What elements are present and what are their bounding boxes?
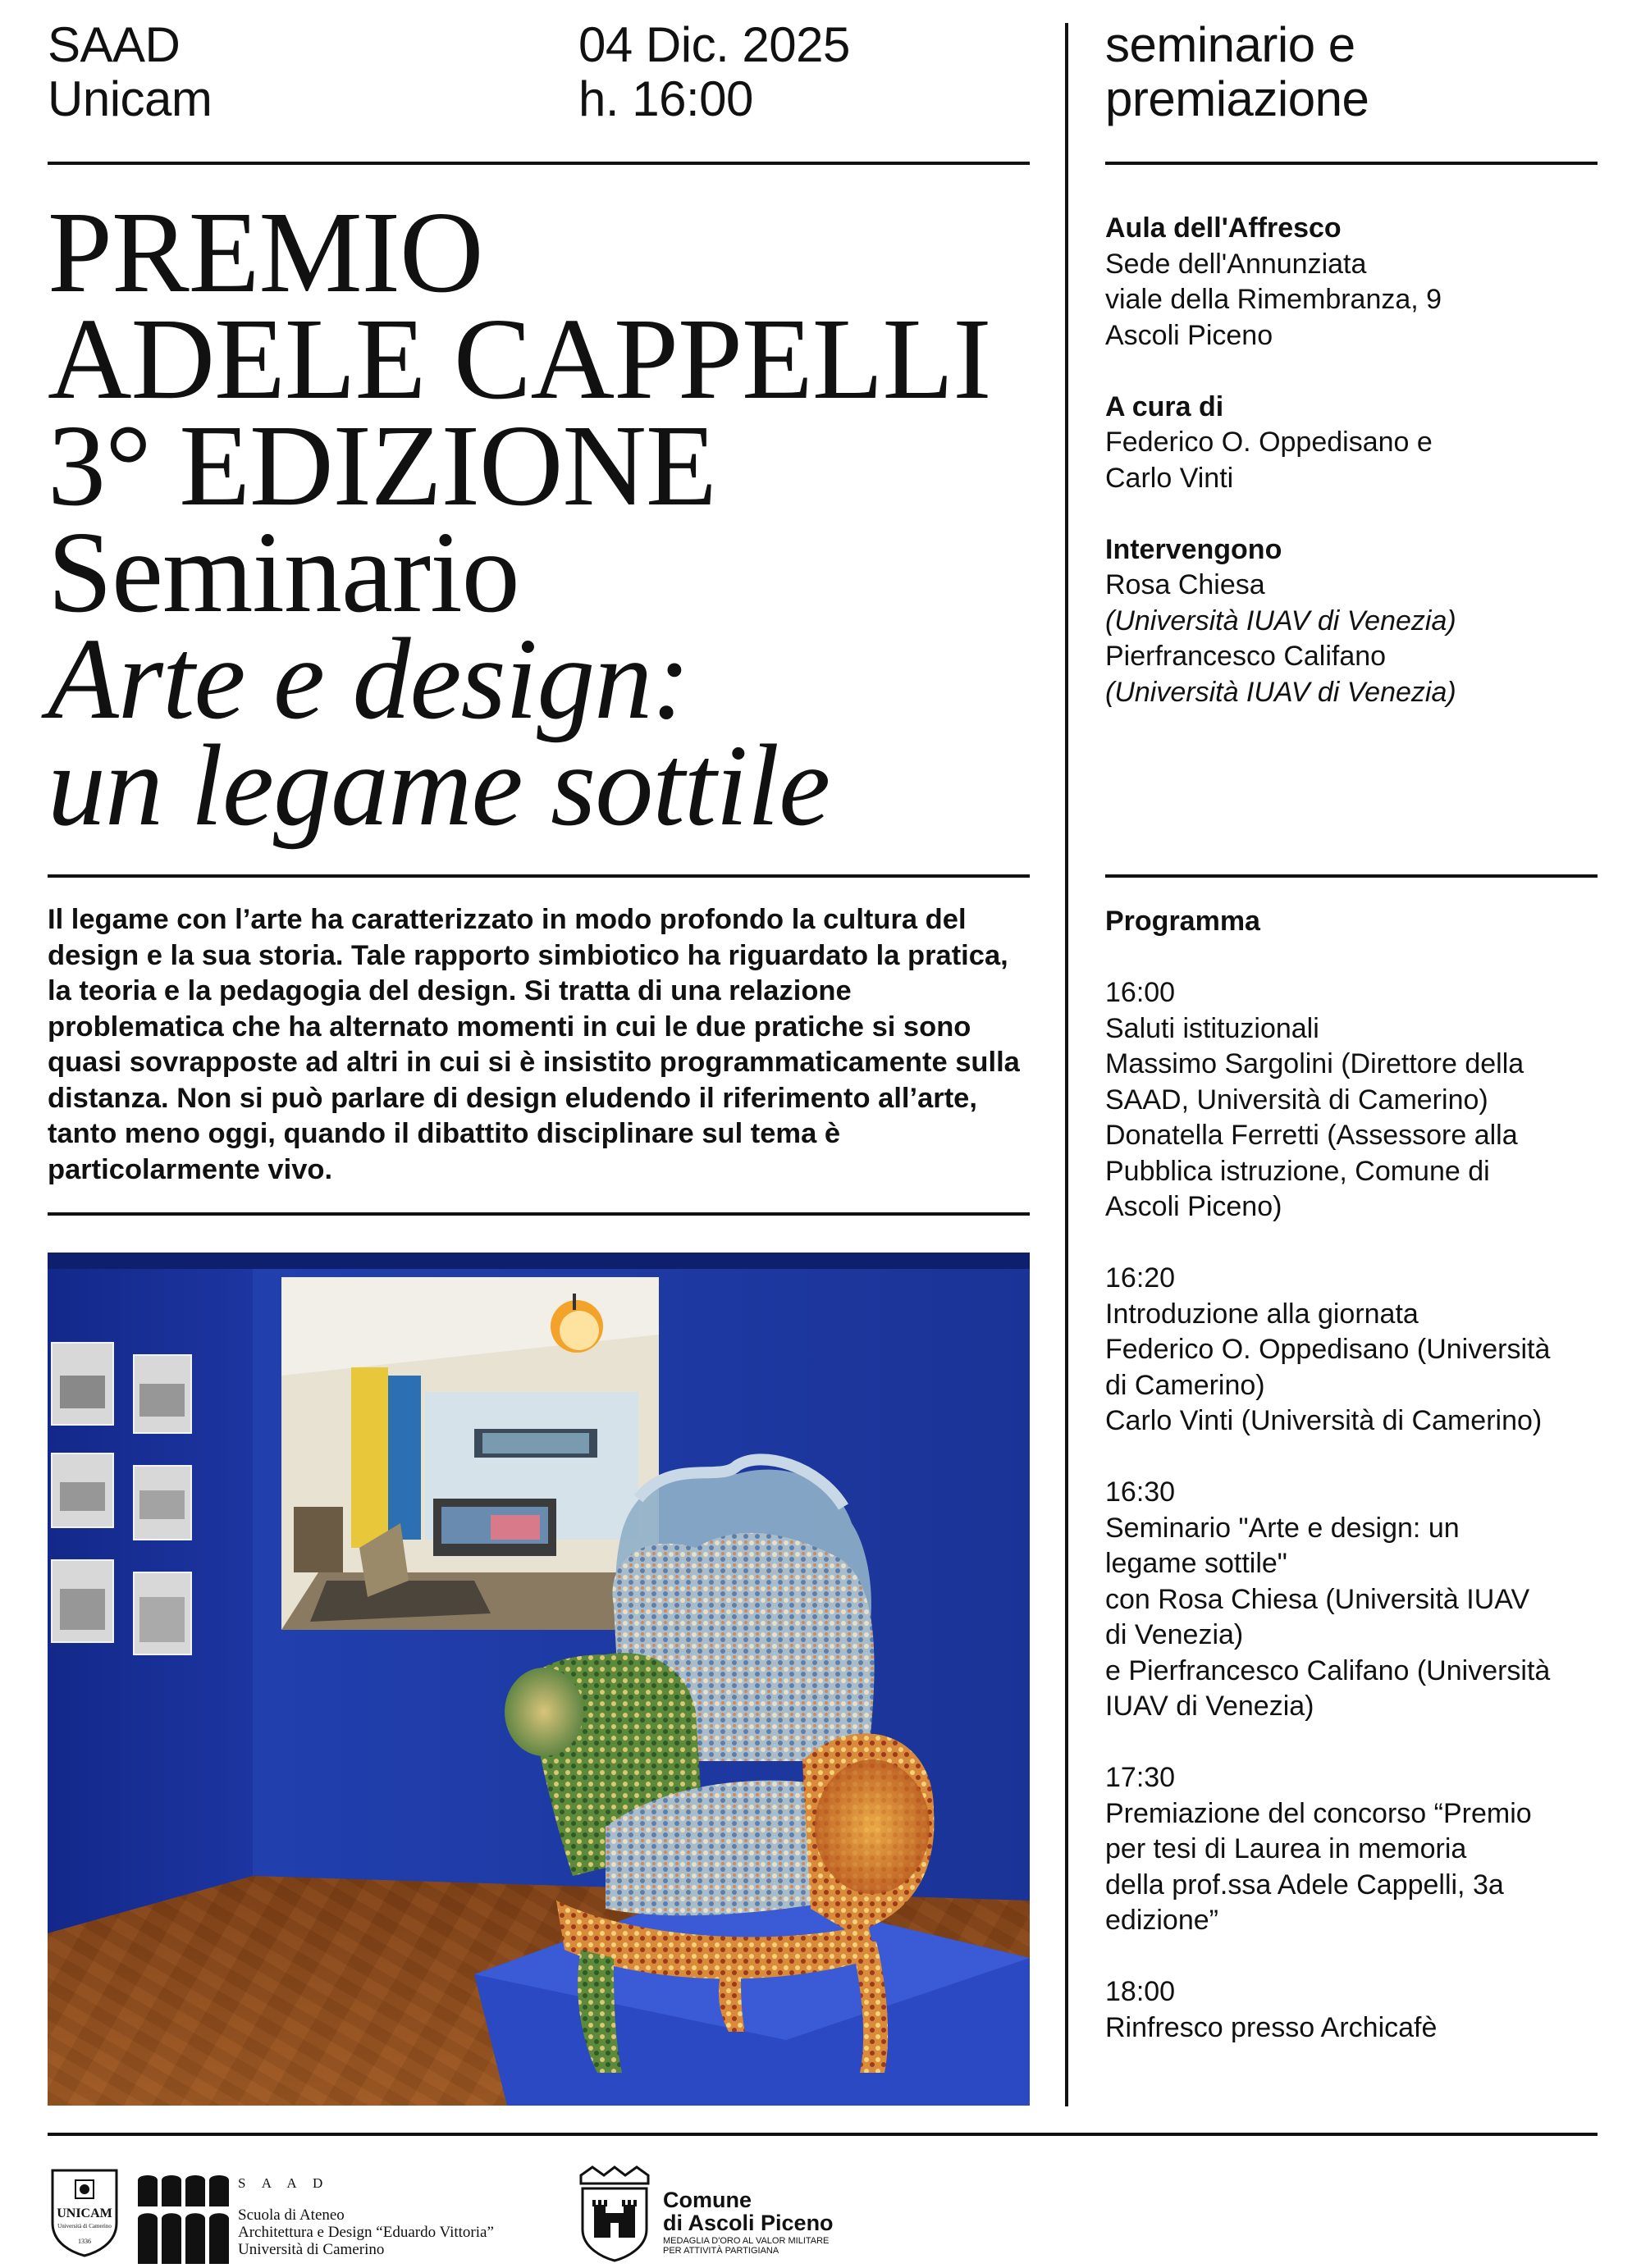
program-rule <box>1105 874 1598 878</box>
comune-line1: Comune <box>663 2188 752 2212</box>
saad-line1: Scuola di Ateneo <box>238 2206 345 2224</box>
program-line: della prof.ssa Adele Cappelli, 3a <box>1105 1869 1504 1901</box>
intro-paragraph: Il legame con l’arte ha caratterizzato in modo profondo la cultura del design e la sua storia. Tale rapporto simbiotico ha riguardato la pratica, la teoria e la pedagogia del design. Si tratta di una relazione problematica che ha alternato momenti in cui le due pratiche si sono quasi sovrapposte ad altri in cui si è insistito programmaticamente sulla distanza. Non si può parlare di design eludendo il riferimento all’arte, tanto meno oggi, quando il dibattito disciplinare sul tema è particolarmente vivo. <box>48 904 1020 1185</box>
program-line: Massimo Sargolini (Direttore della <box>1105 1048 1524 1079</box>
title-seminario: Seminario <box>48 507 519 637</box>
comune-line4: PER ATTIVITÀ PARTIGIANA <box>663 2246 779 2256</box>
program-line: con Rosa Chiesa (Università IUAV <box>1105 1583 1530 1615</box>
program-items <box>1105 975 1614 2046</box>
speaker-2-name: Pierfrancesco Califano <box>1105 641 1387 672</box>
header-rule-left <box>48 162 1030 165</box>
program <box>1105 904 1614 2046</box>
header-type-line2: premiazione <box>1105 71 1369 126</box>
program-line: Federico O. Oppedisano (Università <box>1105 1334 1551 1365</box>
venue-line1: Sede dell'Annunziata <box>1105 248 1367 280</box>
program-item <box>1105 1760 1614 1939</box>
program-line: di Camerino) <box>1105 1369 1265 1401</box>
header-rule-right <box>1105 162 1598 165</box>
header-org-line2: Unicam <box>48 71 213 126</box>
footer-rule <box>48 2133 1598 2136</box>
title-subject-line1: Arte e design: <box>48 614 690 743</box>
saad-line2: Architettura e Design “Eduardo Vittoria” <box>238 2224 494 2241</box>
program-line: edizione” <box>1105 1905 1218 1936</box>
saad-line3: Università di Camerino <box>238 2241 385 2258</box>
program-line: Carlo Vinti (Università di Camerino) <box>1105 1405 1543 1436</box>
unicam-label: UNICAM <box>57 2206 112 2220</box>
program-item <box>1105 1261 1614 1440</box>
castle-crest-icon <box>576 2165 653 2262</box>
exhibition-photo <box>48 1253 1030 2106</box>
event-details <box>1105 211 1614 710</box>
comune-line2: di Ascoli Piceno <box>663 2211 834 2235</box>
speakers-label: Intervengono <box>1105 533 1282 565</box>
saad-mark: S A A D <box>238 2175 330 2191</box>
comune-crest <box>576 2165 653 2262</box>
venue-name: Aula dell'Affresco <box>1105 212 1342 244</box>
venue-line2: viale della Rimembranza, 9 <box>1105 284 1442 315</box>
program-time: 17:30 <box>1105 1762 1176 1793</box>
program-gap <box>1105 1939 1614 1975</box>
header-type-line1: seminario e <box>1105 17 1355 72</box>
program-gap <box>1105 1225 1614 1262</box>
speaker-1-affiliation: (Università IUAV di Venezia) <box>1105 605 1456 637</box>
curators-label: A cura di <box>1105 390 1224 422</box>
curators-line1: Federico O. Oppedisano e <box>1105 427 1433 458</box>
header-datetime <box>578 18 850 126</box>
program-line: Pubblica istruzione, Comune di <box>1105 1155 1490 1187</box>
header-org-line1: SAAD <box>48 17 181 72</box>
title-rule <box>48 874 1030 878</box>
program-gap <box>1105 1440 1614 1476</box>
comune-line3: MEDAGLIA D'ORO AL VALOR MILITARE <box>663 2236 830 2246</box>
program-gap <box>1105 1725 1614 1761</box>
unicam-logo <box>48 2165 121 2257</box>
curators-line2: Carlo Vinti <box>1105 462 1234 494</box>
program-line: SAAD, Università di Camerino) <box>1105 1084 1488 1116</box>
program-line: per tesi di Laurea in memoria <box>1105 1833 1467 1864</box>
program-time: 18:00 <box>1105 1976 1176 2007</box>
venue-line3: Ascoli Piceno <box>1105 319 1273 351</box>
unicam-sub: Università di Camerino <box>57 2223 112 2229</box>
program-label: Programma <box>1105 906 1260 937</box>
speaker-2-affiliation: (Università IUAV di Venezia) <box>1105 676 1456 708</box>
program-time: 16:00 <box>1105 977 1176 1008</box>
program-time: 16:20 <box>1105 1262 1176 1294</box>
unicam-year: 1336 <box>78 2238 91 2245</box>
program-line: e Pierfrancesco Califano (Università <box>1105 1654 1551 1686</box>
title-edition: 3° EDIZIONE <box>48 400 716 530</box>
program-line: Introduzione alla giornata <box>1105 1298 1419 1330</box>
speaker-1-name: Rosa Chiesa <box>1105 569 1265 600</box>
program-line: Premiazione del concorso “Premio <box>1105 1797 1532 1829</box>
saad-logo-mark <box>138 2174 230 2264</box>
program-line: Seminario "Arte e design: un <box>1105 1512 1460 1544</box>
program-line: Donatella Ferretti (Assessore alla <box>1105 1120 1518 1151</box>
header-date: 04 Dic. 2025 <box>578 17 850 72</box>
program-item <box>1105 1475 1614 1725</box>
program-line: Rinfresco presso Archicafè <box>1105 2011 1438 2043</box>
saad-arches-icon <box>138 2174 230 2264</box>
program-line: Ascoli Piceno) <box>1105 1191 1282 1222</box>
program-line: IUAV di Venezia) <box>1105 1691 1314 1722</box>
header-time: h. 16:00 <box>578 71 753 126</box>
program-line: legame sottile" <box>1105 1548 1287 1579</box>
column-divider <box>1065 23 1068 2106</box>
header-event-type <box>1105 18 1369 126</box>
program-time: 16:30 <box>1105 1476 1176 1508</box>
title-name: ADELE CAPPELLI <box>48 294 991 423</box>
program-line: Saluti istituzionali <box>1105 1012 1319 1044</box>
program-item <box>1105 975 1614 1225</box>
header-org <box>48 18 212 126</box>
program-line: di Venezia) <box>1105 1619 1244 1650</box>
title-premio: PREMIO <box>48 187 483 317</box>
intro-rule <box>48 1212 1030 1216</box>
program-item <box>1105 1974 1614 2046</box>
title-subject-line2: un legame sottile <box>48 720 830 850</box>
armchair-photo-illustration <box>48 1253 1030 2106</box>
